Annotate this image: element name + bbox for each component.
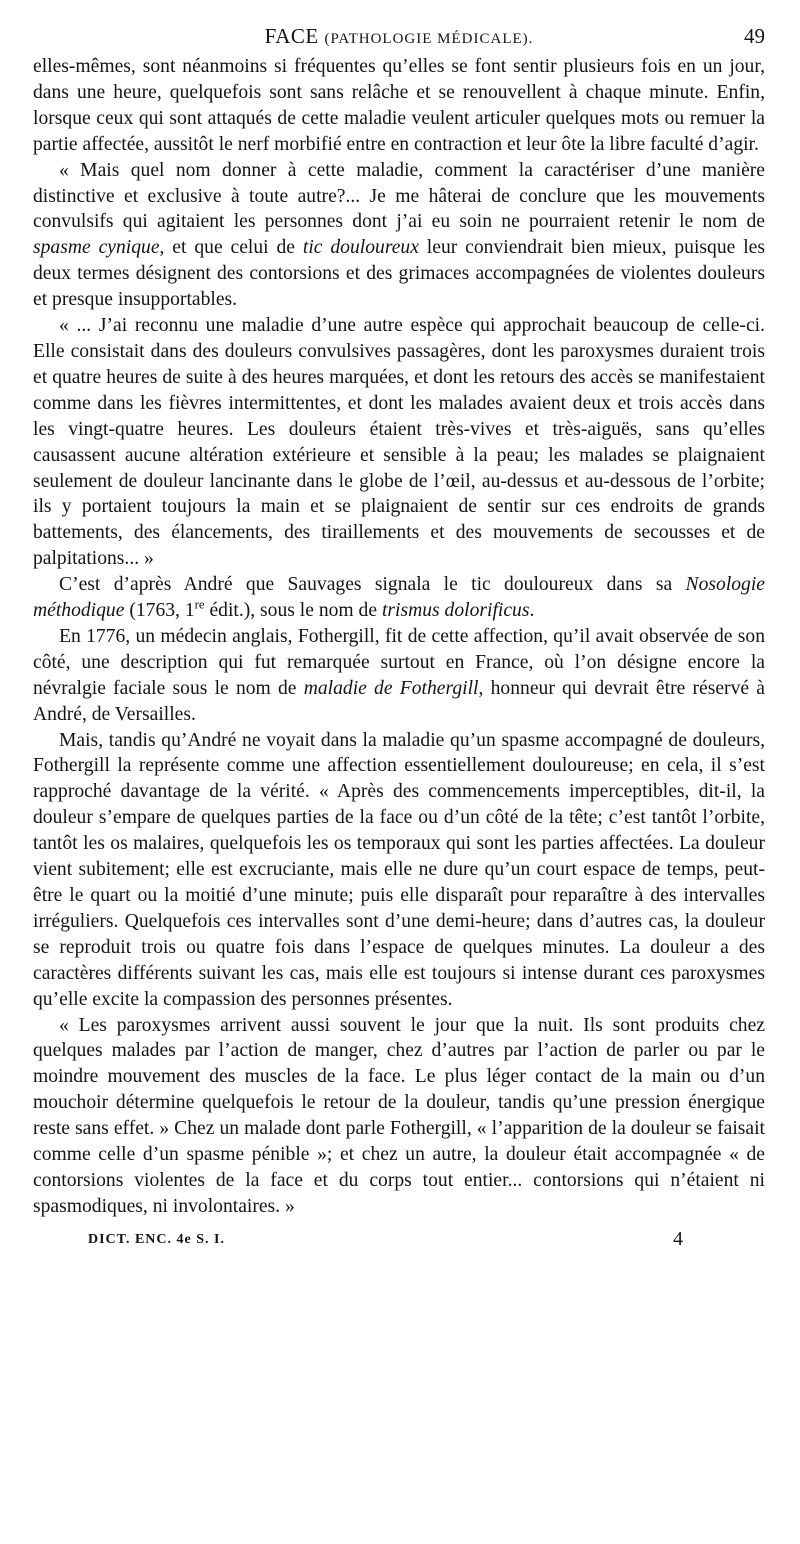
page (33, 24, 765, 1258)
paragraph (33, 1013, 765, 1220)
running-header (33, 24, 765, 54)
page-number: 49 (744, 24, 765, 48)
text-run: C’est d’après André que Sauvages signala le tic douloureux dans sa (59, 574, 686, 596)
paragraph (33, 158, 765, 313)
text-run: (1763, 1 (124, 600, 195, 622)
text-run: « Mais quel nom donner à cette maladie, comment la caractériser d’une manière distinctive et exclusive à toute autre?... Je me hâterai de conclure que les mouvements convulsifs qui agitaient les personnes dont j’ai eu soin ne pourraient retenir le nom de (33, 159, 765, 233)
paragraph (33, 572, 765, 624)
sheet-number: 4 (673, 1227, 683, 1250)
running-title (33, 24, 765, 49)
italic-run: tic douloureux (302, 237, 419, 259)
superscript-run: re (194, 597, 205, 612)
page-footer (33, 1227, 765, 1258)
text-run: leur conviendrait bien mieux, puisque les deux termes désignent des contorsions et des grimaces accompagnées de violentes douleurs et presque insupportables. (33, 237, 766, 311)
paragraph (33, 728, 765, 1013)
text-run: elles-mêmes, sont néanmoins si fréquentes qu’elles se font sentir plusieurs fois en un jour, dans une heure, quelquefois sont sans relâche et se renouvellent à chaque minute. Enfin, lorsque ceux qui sont attaqués de cette maladie veulent articuler quelques mots ou remuer la partie affectée, aussitôt le nerf morbifié entre en contraction et leur ôte la libre faculté d’agir. (33, 56, 765, 155)
italic-run: spasme cynique (33, 237, 160, 259)
italic-run: maladie de Fothergill (303, 677, 479, 699)
text-run: , honneur qui devrait être réservé à André, de Versailles. (33, 677, 765, 725)
text-run: édit.), sous le nom de (204, 600, 382, 622)
running-title-sub: (PATHOLOGIE MÉDICALE). (324, 31, 534, 47)
italic-run: Nosologie méthodique (33, 574, 765, 622)
printer-signature: DICT. ENC. 4e S. I. (88, 1231, 225, 1247)
text-run: « ... J’ai reconnu une maladie d’une autre espèce qui approchait beaucoup de celle-ci. Elle consistait dans des douleurs convulsives passagères, dont les paroxysmes duraient trois et quatre heures de suite à des heures marquées, et dont les retours des accès se manifestaient comme dans les fièvres intermittentes, et dont les malades avaient deux et trois accès dans les vingt-quatre heures. Les douleurs étaient très-vives et très-aiguës, sans qu’elles causassent aucune altération extérieure et sensible à la peau; les malades se plaignaient seulement de douleur lancinante dans le globe de l’œil, au-dessus et au-dessous de l’orbite; ils y portaient toujours la main et se plaignaient de sentir sur ces endroits de grands battements, des élancements, des tiraillements et des mouvements de secousses et de palpitations... » (33, 315, 765, 570)
body-text (33, 54, 765, 1220)
text-run: . (529, 600, 535, 622)
paragraph (33, 54, 765, 158)
italic-run: trismus dolorificus (381, 600, 530, 622)
running-title-main: FACE (264, 24, 319, 48)
paragraph (33, 624, 765, 728)
text-run: En 1776, un médecin anglais, Fothergill, fit de cette affection, qu’il avait observée de son côté, une description qui fut remarquée surtout en France, où l’on désigne encore la névralgie faciale sous le nom de (33, 625, 765, 699)
text-run: Mais, tandis qu’André ne voyait dans la maladie qu’un spasme accompagné de douleurs, Fothergill la représente comme une affection essentiellement douloureuse; en cela, il s’est rapproché davantage de la vérité. « Après des commencements imperceptibles, dit-il, la douleur s’empare de quelques parties de la face ou d’un côté de la tête; c’est tantôt l’orbite, tantôt les os malaires, quelquefois les os temporaux qui sont les parties affectées. La douleur vient subitement; elle est excruciante, mais elle ne dure qu’un court espace de temps, peut-être le quart ou la moitié d’une minute; puis elle disparaît pour reparaître à des intervalles irréguliers. Quelquefois ces intervalles sont d’une demi-heure; dans d’autres cas, la douleur se reproduit trois ou quatre fois dans l’espace de quelques minutes. La douleur a des caractères différents suivant les cas, mais elle est toujours si intense durant ces paroxysmes qu’elle excite la compassion des personnes présentes. (33, 729, 765, 1010)
text-run: , et que celui de (159, 237, 303, 259)
text-run: « Les paroxysmes arrivent aussi souvent le jour que la nuit. Ils sont produits chez quelques malades par l’action de manger, chez d’autres par l’action de parler ou par le moindre mouvement des muscles de la face. Le plus léger contact de la main ou d’un mouchoir détermine quelquefois le retour de la douleur, tandis qu’une pression énergique reste sans effet. » Chez un malade dont parle Fothergill, « l’apparition de la douleur se faisait comme celle d’un spasme pénible »; et chez un autre, la douleur était accompagnée « de contorsions violentes de la face et du corps tout entier... contorsions qui n’étaient ni spasmodiques, ni involontaires. » (33, 1014, 765, 1217)
paragraph (33, 313, 765, 572)
